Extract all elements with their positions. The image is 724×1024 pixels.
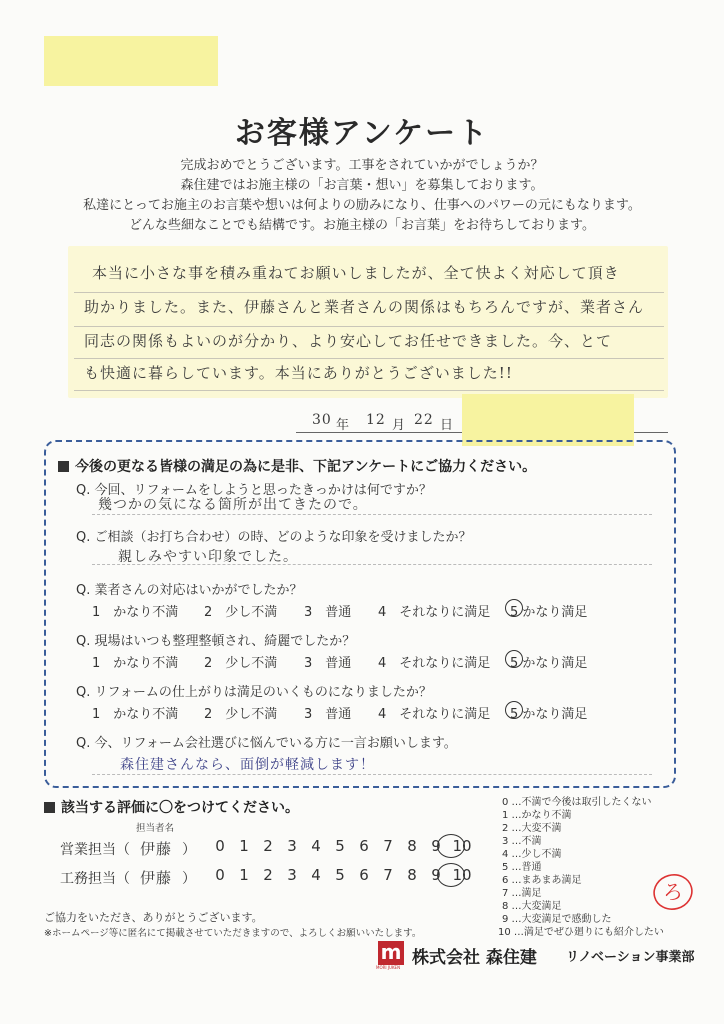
legend-item: 9 …大変満足で感動した <box>502 914 612 925</box>
legend-item: 7 …満足 <box>502 888 542 899</box>
q5-option-3: 3 普通 <box>304 707 352 722</box>
comment-line-3: 同志の関係もよいのが分かり、より安心してお任せできました。今、とて <box>84 332 613 350</box>
survey-heading <box>58 456 536 476</box>
staff-name-header: 担当者名 <box>136 823 175 834</box>
q3-option-1: 1 かなり不満 <box>92 605 179 620</box>
square-bullet-icon <box>44 802 55 813</box>
q4-option-5: 5 かなり満足 <box>510 656 588 671</box>
ruled-line <box>74 358 664 359</box>
intro-line-4: どんな些細なことでも結構です。お施主様の「お言葉」をお待ちしております。 <box>129 218 595 233</box>
construction-selected-circle <box>437 863 465 887</box>
sticky-note-top <box>44 36 218 86</box>
q3-option-4: 4 それなりに満足 <box>378 605 491 620</box>
survey-heading-text: 今後の更なる皆様の満足の為に是非、下記アンケートにご協力ください。 <box>75 459 537 475</box>
sales-selected-circle <box>437 834 465 858</box>
legend-item: 0 …不満で今後は取引したくない <box>502 797 652 808</box>
company-name: 株式会社 森住建 <box>412 948 537 968</box>
legend-item: 4 …少し不満 <box>502 849 562 860</box>
q6-answer: 森住建さんなら、面倒が軽減します！ <box>120 757 375 773</box>
thanks-text: ご協力をいただき、ありがとうございます。 <box>44 911 263 924</box>
q4-selected-circle <box>505 650 523 668</box>
q1-question: Q. 今回、リフォームをしようと思ったきっかけは何ですか？ <box>76 483 432 498</box>
q4-option-3: 3 普通 <box>304 656 352 671</box>
q1-answer-line <box>92 514 652 515</box>
q6-answer-line <box>92 774 652 775</box>
intro-line-3: 私達にとってお施主のお言葉や想いは何よりの励みになり、仕事へのパワーの元にもなります。 <box>83 198 641 213</box>
q3-selected-circle <box>505 599 523 617</box>
q6-question: Q. 今、リフォーム会社選びに悩んでいる方に一言お願いします。 <box>76 736 457 751</box>
q2-answer: 親しみやすい印象でした。 <box>118 549 298 565</box>
q3-option-3: 3 普通 <box>304 605 352 620</box>
sticky-note-date <box>462 394 634 446</box>
publish-note: ※ホームページ等に匿名にて掲載させていただきますので、よろしくお願いいたします。 <box>44 928 422 939</box>
q3-option-2: 2 少し不満 <box>204 605 278 620</box>
evaluation-heading <box>44 797 299 817</box>
legend-item: 8 …大変満足 <box>502 901 562 912</box>
sales-rating-digits: 0 1 2 3 4 5 6 7 8 9 10 <box>215 837 472 855</box>
comment-line-4: も快適に暮らしています。本当にありがとうございました!! <box>84 364 513 382</box>
q5-option-1: 1 かなり不満 <box>92 707 179 722</box>
q5-option-2: 2 少し不満 <box>204 707 278 722</box>
page-title: お客様アンケート <box>234 116 490 151</box>
date-year-unit: 年 <box>336 418 350 433</box>
company-logo: m <box>378 941 404 965</box>
q4-option-4: 4 それなりに満足 <box>378 656 491 671</box>
comment-line-2: 助かりました。また、伊藤さんと業者さんの関係はもちろんですが、業者さん <box>84 298 645 316</box>
q2-answer-line <box>92 564 652 565</box>
red-stamp-mark <box>650 870 696 914</box>
legend-item: 3 …不満 <box>502 836 542 847</box>
q5-selected-circle <box>505 701 523 719</box>
q5-option-5: 5 かなり満足 <box>510 707 588 722</box>
stamp-mark-text: ろ <box>663 880 683 904</box>
intro-line-1: 完成おめでとうございます。工事をされていかがでしょうか？ <box>180 158 544 173</box>
date-day: 22 <box>414 412 434 428</box>
date-month-unit: 月 <box>392 418 406 433</box>
comment-line-1: 本当に小さな事を積み重ねてお願いしましたが、全て快よく対応して頂き <box>92 264 620 282</box>
q3-option-5: 5 かなり満足 <box>510 605 588 620</box>
q4-option-2: 2 少し不満 <box>204 656 278 671</box>
q5-question: Q. リフォームの仕上がりは満足のいくものになりましたか？ <box>76 685 432 700</box>
date-month: 12 <box>366 412 386 428</box>
ruled-line <box>74 292 664 293</box>
q4-question: Q. 現場はいつも整理整頓され、綺麗でしたか？ <box>76 634 356 649</box>
construction-staff-row: 工務担当（ 伊藤 ） <box>60 869 197 887</box>
construction-rating-digits: 0 1 2 3 4 5 6 7 8 9 10 <box>215 866 472 884</box>
sales-staff-row: 営業担当（ 伊藤 ） <box>60 840 197 858</box>
date-year: 30 <box>312 412 332 428</box>
legend-item: 2 …大変不満 <box>502 823 562 834</box>
q4-option-1: 1 かなり不満 <box>92 656 179 671</box>
intro-line-2: 森住建ではお施主様の「お言葉・想い」を募集しております。 <box>180 178 544 193</box>
square-bullet-icon <box>58 461 69 472</box>
logo-caption: MORI JUKEN <box>376 965 401 970</box>
date-day-unit: 日 <box>440 418 454 433</box>
ruled-line <box>74 326 664 327</box>
legend-item: 1 …かなり不満 <box>502 810 572 821</box>
legend-item: 5 …普通 <box>502 862 542 873</box>
q1-answer: 幾つかの気になる箇所が出てきたので。 <box>98 497 368 513</box>
legend-item: 10 …満足でぜひ廻りにも紹介したい <box>498 927 664 938</box>
q5-option-4: 4 それなりに満足 <box>378 707 491 722</box>
ruled-line <box>74 390 664 391</box>
division-name: リノベーション事業部 <box>566 950 695 965</box>
legend-item: 6 …まあまあ満足 <box>502 875 582 886</box>
q2-question: Q. ご相談（お打ち合わせ）の時、どのような印象を受けましたか？ <box>76 530 472 545</box>
evaluation-heading-text: 該当する評価に〇をつけてください。 <box>61 800 299 816</box>
q3-question: Q. 業者さんの対応はいかがでしたか？ <box>76 583 303 598</box>
